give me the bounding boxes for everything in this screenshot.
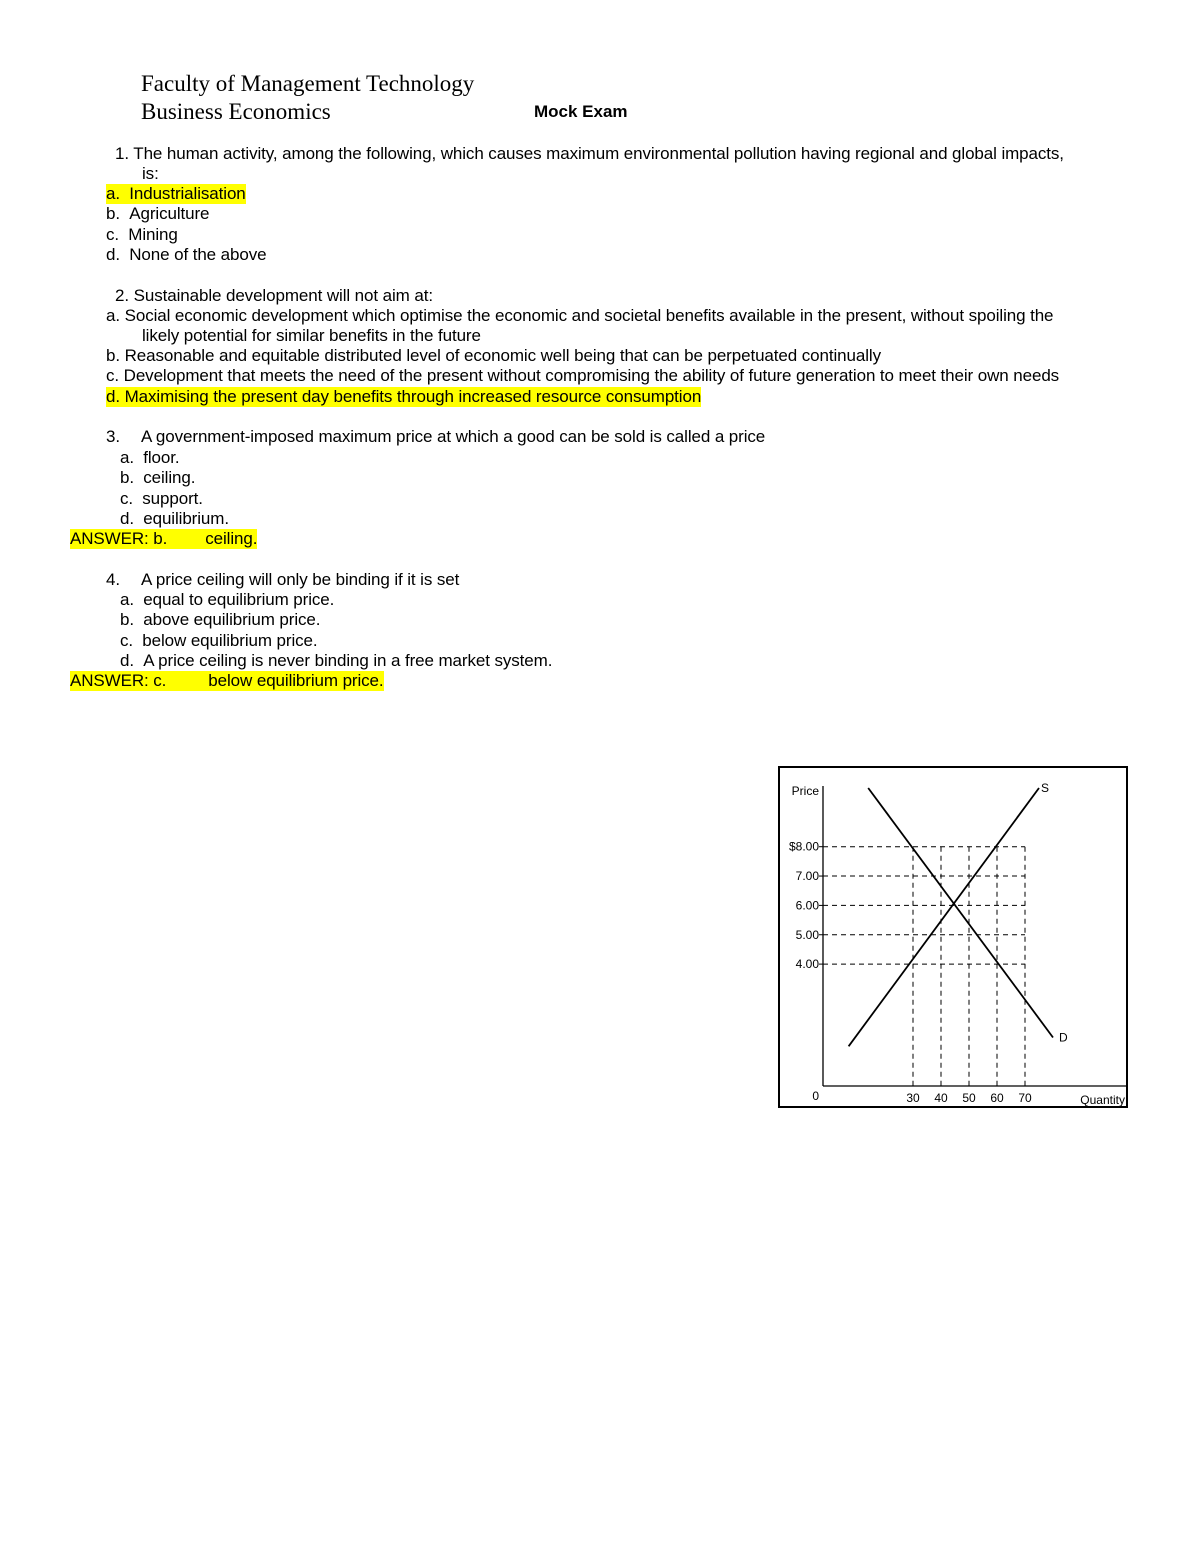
y-tick-label: $8.00 [788, 839, 819, 854]
option-letter: a. [120, 448, 134, 467]
answer-label: ANSWER: c. [70, 671, 167, 690]
q2-option-d: d. Maximising the present day benefits through increased resource consumption [106, 387, 702, 406]
option-text: None of the above [129, 245, 267, 264]
q4-option-c [120, 631, 318, 651]
x-axis-label: Quantity [1080, 1093, 1125, 1106]
option-letter: d. [106, 245, 120, 264]
x-tick-label: 40 [934, 1091, 948, 1105]
q1-question-cont: is: [142, 164, 159, 183]
y-tick-label: 6.00 [795, 898, 819, 913]
answer-text: below equilibrium price. [208, 671, 384, 690]
q1-option-b [106, 204, 209, 224]
q3-answer [70, 529, 257, 549]
option-text: below equilibrium price. [142, 631, 318, 650]
supply-demand-chart [778, 766, 1128, 1108]
option-text: ceiling. [143, 468, 196, 487]
answer-label: ANSWER: b. [70, 529, 168, 548]
x-tick-label: 30 [906, 1091, 920, 1105]
option-letter: b. [120, 468, 134, 487]
option-text: Industrialisation [129, 184, 246, 203]
option-text: floor. [143, 448, 180, 467]
chart-svg [780, 768, 1126, 1106]
q3-option-c [120, 489, 203, 509]
option-letter: c. [120, 489, 134, 508]
q3-number: 3. [106, 427, 120, 446]
option-letter: d. [120, 651, 134, 670]
q4-answer [70, 671, 384, 691]
q2-option-a-cont: likely potential for similar benefits in the future [142, 326, 481, 345]
option-letter: b. [120, 610, 134, 629]
q3-option-d [120, 509, 229, 529]
q4-option-d [120, 651, 552, 671]
q2-option-b: b. Reasonable and equitable distributed level of economic well being that can be perpetuated continually [106, 346, 881, 365]
q4-number: 4. [106, 570, 120, 589]
option-text: A price ceiling is never binding in a free market system. [143, 651, 553, 670]
course-title: Business Economics [141, 99, 331, 124]
q1-option-d [106, 245, 266, 265]
series-label-s: S [1041, 781, 1050, 795]
answer-text: ceiling. [205, 529, 258, 548]
q4-question: A price ceiling will only be binding if it is set [141, 570, 460, 589]
exam-title: Mock Exam [534, 102, 628, 121]
option-text: Mining [128, 225, 178, 244]
option-text: above equilibrium price. [143, 610, 321, 629]
q2-question: 2. Sustainable development will not aim at: [115, 286, 433, 305]
series-line-s [849, 788, 1039, 1046]
q3-question: A government-imposed maximum price at which a good can be sold is called a price [141, 427, 766, 446]
q4-option-a [120, 590, 334, 610]
option-letter: a. [106, 184, 120, 203]
q2-option-a: a. Social economic development which optimise the economic and societal benefits available in the present, without spoiling the [106, 306, 1054, 325]
y-axis-label: Price [791, 784, 819, 798]
option-letter: c. [106, 225, 120, 244]
q3-option-b [120, 468, 195, 488]
option-letter: a. [120, 590, 134, 609]
q1-option-a [106, 184, 246, 204]
option-letter: d. [120, 509, 134, 528]
y-tick-label: 7.00 [795, 869, 819, 884]
series-label-d: D [1059, 1030, 1068, 1045]
q1-option-c [106, 225, 178, 245]
q1-question: 1. The human activity, among the following, which causes maximum environmental pollution having regional and global impacts, [115, 144, 1064, 163]
q3-option-a [120, 448, 180, 468]
origin-label: 0 [812, 1089, 819, 1103]
option-text: Agriculture [129, 204, 210, 223]
option-text: equal to equilibrium price. [143, 590, 335, 609]
option-text: support. [142, 489, 203, 508]
q4-option-b [120, 610, 320, 630]
faculty-title: Faculty of Management Technology [141, 71, 475, 96]
q2-option-c: c. Development that meets the need of the present without compromising the ability of future generation to meet their own needs [106, 366, 1060, 385]
x-tick-label: 70 [1018, 1091, 1032, 1105]
option-letter: c. [120, 631, 134, 650]
y-tick-label: 4.00 [795, 957, 819, 972]
y-tick-label: 5.00 [795, 927, 819, 942]
option-text: equilibrium. [143, 509, 229, 528]
x-tick-label: 60 [990, 1091, 1004, 1105]
option-letter: b. [106, 204, 120, 223]
x-tick-label: 50 [962, 1091, 976, 1105]
